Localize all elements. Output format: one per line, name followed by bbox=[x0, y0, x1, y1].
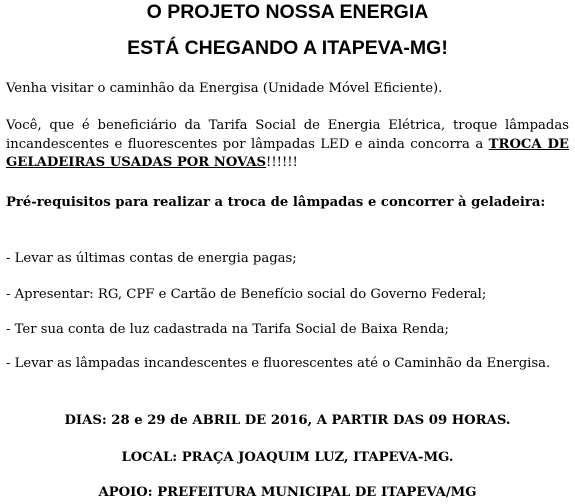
event-dates: DIAS: 28 e 29 de ABRIL DE 2016, A PARTIR DAS 09 HORAS. bbox=[64, 413, 511, 428]
title-line-1: O PROJETO NOSSA ENERGIA bbox=[146, 1, 429, 23]
intro-paragraph: Venha visitar o caminhão da Energisa (Unidade Móvel Eficiente). bbox=[6, 81, 443, 96]
requirement-item: - Apresentar: RG, CPF e Cartão de Benefício social do Governo Federal; bbox=[6, 287, 487, 302]
invite-text: Você, que é beneficiário da Tarifa Social de Energia Elétrica, troque lâmpadas incandescentes e fluorescentes por lâmpadas LED e ainda concorra a bbox=[6, 118, 569, 152]
requirement-item: - Ter sua conta de luz cadastrada na Tarifa Social de Baixa Renda; bbox=[6, 322, 449, 337]
invite-highlight: TROCA DE GELADEIRAS USADAS POR NOVAS bbox=[6, 136, 569, 170]
requirement-item: - Levar as últimas contas de energia pagas; bbox=[6, 251, 297, 266]
event-location: LOCAL: PRAÇA JOAQUIM LUZ, ITAPEVA-MG. bbox=[121, 450, 454, 465]
title-line-2: ESTÁ CHEGANDO A ITAPEVA-MG! bbox=[127, 37, 448, 59]
invite-paragraph bbox=[6, 117, 569, 173]
requirement-item: - Levar as lâmpadas incandescentes e fluorescentes até o Caminhão da Energisa. bbox=[6, 356, 551, 371]
event-support: APOIO: PREFEITURA MUNICIPAL DE ITAPEVA/MG bbox=[98, 485, 477, 500]
requirements-heading: Pré-requisitos para realizar a troca de lâmpadas e concorrer à geladeira: bbox=[6, 195, 546, 210]
invite-exclamation: !!!!!! bbox=[266, 155, 298, 170]
